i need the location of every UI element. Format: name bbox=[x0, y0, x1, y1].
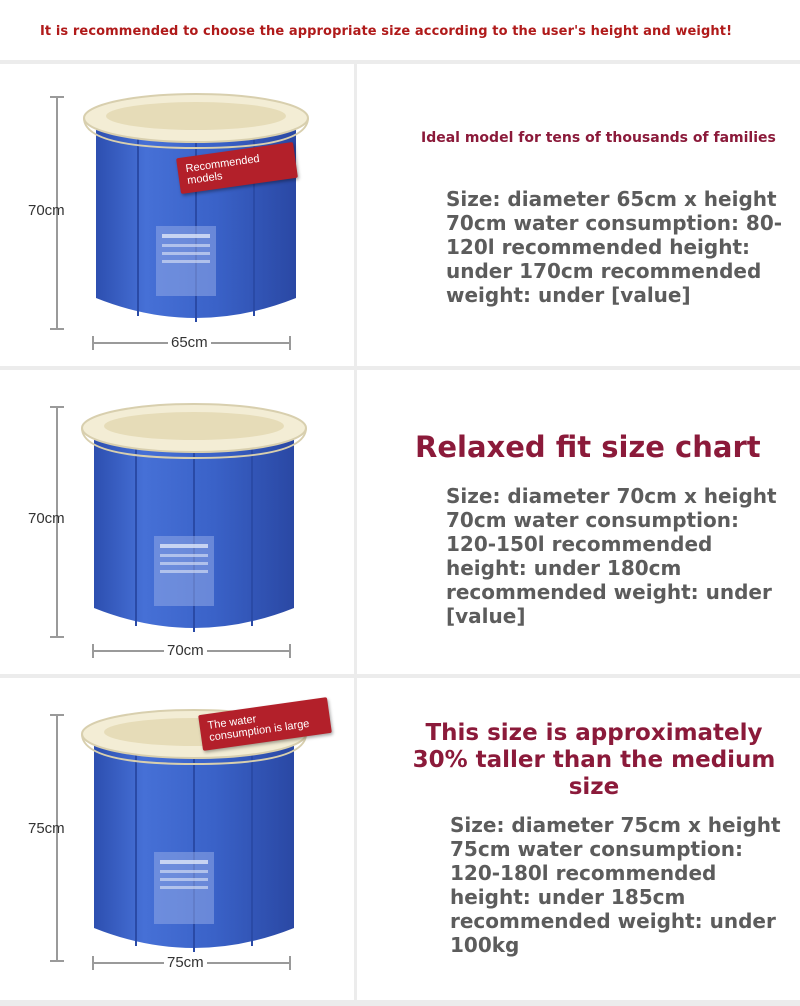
vertical-divider bbox=[354, 678, 357, 1000]
product-info-panel bbox=[357, 64, 800, 366]
height-label: 70cm bbox=[28, 202, 65, 219]
vertical-divider bbox=[354, 64, 357, 366]
dimension-cap bbox=[289, 956, 291, 970]
recommended-tag: Recommended models bbox=[176, 142, 298, 194]
diameter-label: 70cm bbox=[164, 642, 207, 659]
tub-image bbox=[76, 396, 312, 644]
height-label: 75cm bbox=[28, 820, 65, 837]
product-spec: Size: diameter 75cm x height 75cm water consumption: 120-180l recommended height: under 185cm recommended weight: under 100kg bbox=[450, 813, 781, 957]
diameter-label: 75cm bbox=[164, 954, 207, 971]
product-spec: Size: diameter 70cm x height 70cm water consumption: 120-150l recommended height: under 180cm recommended weight: under [value] bbox=[446, 484, 777, 628]
divider bbox=[0, 1000, 800, 1006]
product-section-3 bbox=[0, 678, 800, 1000]
dimension-cap bbox=[50, 328, 64, 330]
tub-image bbox=[78, 86, 314, 334]
product-info-panel bbox=[357, 678, 800, 1000]
height-dimension-line bbox=[56, 714, 58, 962]
diameter-label: 65cm bbox=[168, 334, 211, 351]
vertical-divider bbox=[354, 370, 357, 674]
dimension-cap bbox=[50, 960, 64, 962]
product-section-2 bbox=[0, 370, 800, 674]
banner-text: It is recommended to choose the appropriate size according to the user's height and weight! bbox=[40, 24, 733, 39]
product-image-panel bbox=[0, 370, 354, 674]
product-headline: This size is approximately 30% taller than the medium size bbox=[412, 720, 776, 800]
product-headline: Relaxed fit size chart bbox=[415, 430, 761, 464]
dimension-cap bbox=[289, 644, 291, 658]
product-section-1 bbox=[0, 64, 800, 366]
product-spec: Size: diameter 65cm x height 70cm water consumption: 80-120l recommended height: under 170cm recommended weight: under [value] bbox=[446, 187, 783, 307]
product-image-panel bbox=[0, 678, 354, 1000]
dimension-cap bbox=[289, 336, 291, 350]
height-label: 70cm bbox=[28, 510, 65, 527]
tub-image bbox=[76, 702, 312, 964]
dimension-cap bbox=[50, 636, 64, 638]
top-banner bbox=[0, 0, 800, 60]
product-info-panel bbox=[357, 370, 800, 674]
water-consumption-tag: The water consumption is large bbox=[198, 697, 332, 751]
product-image-panel bbox=[0, 64, 354, 366]
product-headline: Ideal model for tens of thousands of families bbox=[421, 130, 776, 146]
